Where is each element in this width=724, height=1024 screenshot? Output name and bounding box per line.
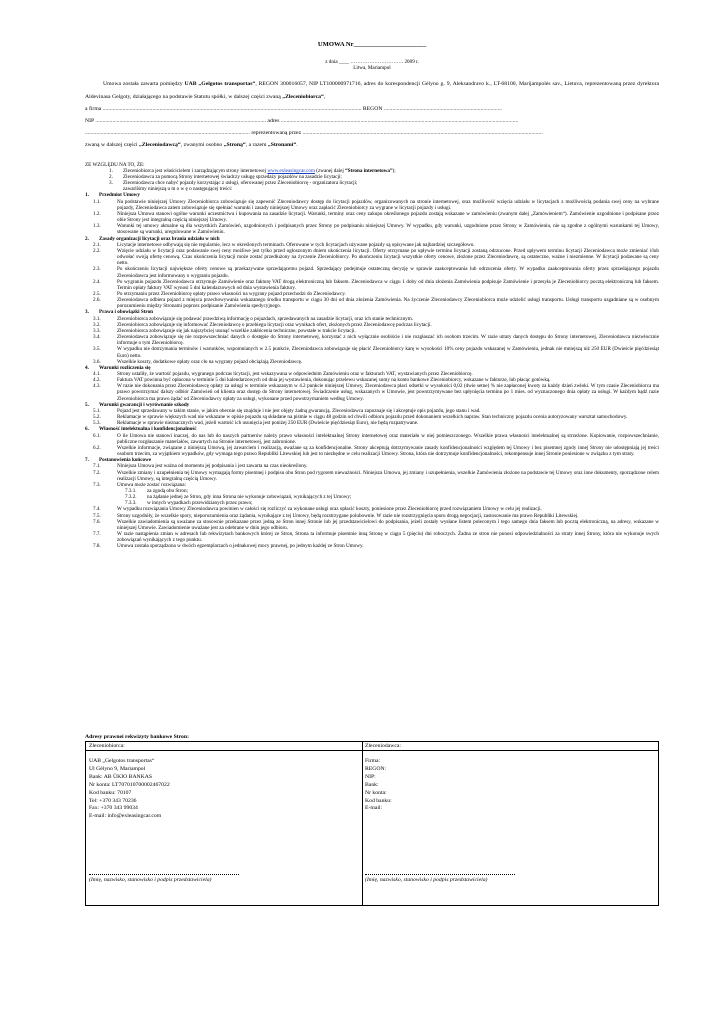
website-link[interactable]: www.exleasingcar.com	[267, 167, 315, 174]
clause	[85, 248, 659, 266]
right-col-head: Zleceniodawca:	[362, 742, 658, 751]
clause-text: Umowa może zostać rozwiązana:	[117, 481, 186, 488]
intro-paragraph	[85, 78, 659, 102]
clause-number: 2.3.	[93, 266, 101, 273]
clause-text: Wszelkie informacje, związane z niniejszą Umową, jej zawarciem i realizacją, uważane są za konfidencjonalne. Strony akceptują dotrzymywanie zasady konfidencjonalności względem tej Umowy i bez pisemnej zgody innej Strony nie udostępniają jej treści osobom trzecim, za wyjątkiem wypadków, gdy wymaga tego prawo Republiki Litewskiej lub jest to niezbędne w celu realizacji Umowy. Strona, która nie dotrzymuje konfidencjonalności, rekompensuje innej Stronie poniesione w związku z tym straty.	[117, 444, 659, 458]
section-title: Postanowienia końcowe	[99, 457, 152, 464]
clause-number: 6.1.	[93, 432, 101, 439]
clause-text: Reklamacje w sprawie nieznacznych wad, jeżeli wartość ich usunięcia jest poniżej 250 EUR (Dwieście pięćdziesiąt Euro), nie będą rozpatrywane.	[117, 420, 419, 427]
clause-number: 7.2.	[93, 469, 101, 476]
clause-number: 3.1.	[93, 315, 101, 322]
closing-text: , zwanymi osobno	[180, 142, 224, 149]
clause	[85, 531, 659, 543]
contract-title: UMOWA Nr______________________	[317, 41, 427, 48]
date-line: z dnia ____ …………………………. 2009 r.	[325, 59, 419, 66]
subclause-number: 7.3.1.	[125, 487, 137, 494]
clause-text: Po otrzymaniu przez Zleceniobiorcę opłaty prawo własności na wygrany pojazd przechodzi do Zleceniodawcy.	[117, 290, 346, 297]
subclause-number: 7.3.2.	[125, 494, 137, 501]
item-text-part: Zleceniobiorca jest właścicielem i zarządzającym strony internetowej	[123, 167, 268, 174]
nip-row: NIP ........................................................................................................................ adres .......................................................................................................................................................................	[85, 118, 519, 125]
clause	[85, 279, 659, 291]
clause-text: Faktura VAT powinna być opłacona w terminie 5 dni kalendarzowych od dnia jej wystawienia, dokonując przelewu wskazanej sumy na konto bankowe Zleceniobiorcy, wskazane w fakturze, lub płacąc gotówką.	[117, 377, 551, 384]
clause-number: 7.8.	[93, 543, 101, 550]
party1-name: UAB „Gelgotos transportas“	[184, 81, 256, 88]
adres-label: adres	[267, 118, 280, 125]
party-detail-line: NIP:	[365, 773, 376, 780]
clause	[85, 519, 659, 531]
party-detail-line: UAB „Gelgotos transportas“	[89, 758, 155, 764]
left-col-head: Zleceniobiorca:	[86, 742, 362, 751]
subclause-number: 7.3.3.	[125, 500, 137, 507]
regon-label: REGON	[362, 105, 383, 112]
whereas-heading: ZE WZGLĘDU NA TO, ŻE:	[85, 161, 145, 168]
clause-text: Zleceniobiorca zobowiązuje się jak najszybciej usunąć wszelkie zakłócenia techniczne, powstałe w trakcie licytacji.	[117, 327, 356, 334]
clause-number: 3.4.	[93, 334, 101, 341]
clause	[85, 346, 659, 358]
strona-term: „Stroną“	[223, 142, 246, 149]
clause-number: 1.1.	[93, 198, 101, 205]
item-text-part: );	[392, 167, 396, 174]
party-detail-line: Ul Gėlyno 9, Mariampol	[89, 765, 146, 772]
clause	[85, 334, 659, 346]
clause-text: O ile Umowa nie stanowi inaczej, do nas lub do naszych partnerów należy prawo własności intelektualnej Strony internetowej oraz materiału w niej pomieszczonego. Wszelkie prawa własności intelektualnej są strzeżone. Kopiowanie, rozpowszechnianie, publiczne rozgłaszanie materiałów, zawartych na Stronie internetowej, jest zabronione.	[117, 432, 659, 445]
signature-col-right	[362, 742, 658, 905]
clause-text: Wzięcie udziału w licytacji oraz podawanie swej ceny możliwe jest tylko przed ogłoszonym dniem ukończenia licytacji. Oferty otrzymane po upływie terminu licytacji zostaną odrzucone. Przed upływem terminu licytacji Zleceniodawca może zmieniać i/lub odwołać swoją ofertę cenową. Czas ukończenia licytacji może zostać przedłużony na życzenie Zleceniobiorcy. Po ukończeniu licytacji wszystkie oferty cenowe, złożone przez Zleceniodawcę, są ostateczne, ważne i niezmienne. W licytacji podawane są ceny netto.	[117, 247, 659, 267]
intro-text: , REGON 300016057, NIP LT100000971716, adres do korespondencji Gėlyno g. 9, Aleksandravo k., LT-68100, Marijampolės sav., Lietuva, reprezentowaną przez dyrektora Aldevinasa Gelgoty, działającego na podstawie Statutu spółki, w dalszej części zwaną	[85, 81, 660, 100]
section-number: 5.	[85, 401, 89, 408]
party-detail-line: Firma:	[365, 758, 381, 764]
left-col-body	[86, 751, 362, 821]
signature-line	[365, 874, 515, 875]
contract-sections	[85, 192, 659, 549]
clause-number: 5.2.	[93, 414, 101, 421]
clause-number: 7.1.	[93, 463, 101, 470]
section-title: Zasady organizacji licytacji oraz brania udziału w nich	[99, 235, 220, 242]
section-number: 6.	[85, 426, 89, 433]
party-detail-line: Bank: AB ŪKIO BANKAS	[89, 773, 153, 780]
place-line: Litwa, Mariampol	[353, 65, 391, 72]
clause	[85, 445, 659, 457]
signature-caption: (Imię, nazwisko, stanowisko i podpis przedstawiciela)	[365, 877, 488, 884]
section-title: Warunki gwarancji i wyrównanie szkody	[99, 401, 190, 408]
repr-label: reprezentowaną przez	[251, 130, 302, 137]
signature-heading: Adresy prawnei rekwizyty bankowe Stron:	[85, 734, 189, 740]
closing-text: .	[296, 142, 298, 149]
clause	[85, 543, 659, 549]
clause-text: W wypadku nie dotrzymania terminów i warunków, wspomnianych w 2.5 punkcie, Zleceniodawca zobowiązuje się płacić Zleceniobiorcy karę w wysokości 10% ceny pojazdu wskazanej w Zamówieniu, jednak nie mniejszą niż 250 EUR (Dwieście pięćdziesiąt Euro) netto.	[117, 346, 659, 359]
clause-number: 1.3.	[93, 223, 101, 230]
party-detail-line: Kod banku: 70107	[89, 789, 132, 796]
clause	[85, 211, 659, 223]
clause	[85, 223, 659, 235]
clause-number: 3.3.	[93, 327, 101, 334]
clause-text: Niniejsza Umowa jest ważna od momentu jej podpisania i jest zawarta na czas nieokreślony.	[117, 463, 308, 470]
clause-text: Reklamacje w sprawie większych wad nie wskazane w opisie pojazdu są składane na piśmie w ciągu 48 godzin od chwili odbioru pojazdu przed dokonaniem wszelkich napraw. Stan techniczny pojazdu ocenia autoryzowany warsztat samochodowy.	[117, 414, 628, 421]
clause-text: Wszelkie koszty, dodatkowe opłaty oraz cło na wygrany pojazd obciążają Zleceniodawcę.	[117, 358, 303, 365]
clause-text: Umowa została sporządzona w dwóch egzemplarzach o jednakowej mocy prawnej, po jednym każdej ze Stron Umowy.	[117, 543, 364, 550]
clause-text: Zleceniodawca odbiera pojazd z miejsca przechowywania wskazanego środku transportu w ciągu 30 dni od dnia złożenia Zamówienia. Na życzenie Zleceniodawcy Zleceniobiorca może udzielić usługi transportu. Usługi transportu uzgadniane są w osobnym porozumieniu między Stronami poprzez podpisanie Zamówienia spedycyjnego.	[117, 297, 659, 310]
clause	[85, 433, 659, 445]
clause-text: Wszelkie zawiadomienia są uważane za stosownie przekazane przez jedną ze Stron innej Stronie lub jej przedstawicielowi do podpisania, jeżeli zostały wysłane listem poleconym i tego samego dnia faksem lub pocztą elektroniczną, na adresy, wskazane w niniejszej Umowie. Zawiadomienie uważane jest za odebrane w dniu jego odbioru.	[117, 518, 659, 531]
clause-text: Pojazd jest sprzedawany w takim stanie, w jakim obecnie się znajduje i nie jest objęty żadną gwarancją. Zleceniodawca zapoznaje się i akceptuje opis pojazdu, jego stanu i wad.	[117, 407, 481, 414]
clause-number: 2.5.	[93, 290, 101, 297]
clause-number: 2.1.	[93, 241, 101, 248]
firma-label: a firma	[85, 105, 102, 112]
signature-col-left	[86, 742, 363, 905]
clause	[85, 470, 659, 482]
nip-label: NIP	[85, 118, 94, 125]
closing-row	[85, 139, 659, 151]
section-title: Przedmiot Umowy	[99, 192, 140, 199]
clause-number: 3.2.	[93, 321, 101, 328]
section-number: 7.	[85, 457, 89, 464]
clause-text: W razie nastąpienia zmian w adresach lub rekwizytach bankowych której ze Stron, Strona ta informuje pisemnie inną Stronę w ciągu 5 (pięciu) dni roboczych. Żadna ze stron nie ponosi odpowiedzialności za straty innej Strony, która nie wykonuje swych zobowiązań wynikających z tego punktu.	[117, 531, 659, 544]
whereas-tail: zawarliśmy niniejszą u m o w ę o następującej treści:	[123, 186, 233, 193]
repr-row: .................................................................................................................... reprezentowaną przez .........................................................................................................................................................................	[85, 130, 543, 137]
section-number: 1.	[85, 192, 89, 199]
zleceniodawca-term: „Zleceniodawcą“	[139, 142, 181, 149]
clause-number: 7.6.	[93, 518, 101, 525]
party-detail-line: Fax: +370 343 99034	[89, 805, 138, 812]
closing-text: zwaną w dalszej części	[85, 142, 140, 149]
section-title: Własność intelektualna i konfidencjonalność	[99, 426, 197, 433]
clause-text: Zleceniodawca zobowiązuje się nie rozpowszechniać danych o dostępie do Strony internetowej, korzystać z nich wyłącznie osobiście i nie rozgłaszać ich osobom trzecim. W razie utraty danych dostępu do Strony internetowej, Zleceniodawca niezwłocznie informuje o tym Zleceniobiorcę.	[117, 334, 659, 347]
clause-number: 7.7.	[93, 531, 101, 538]
section-title: Warunki rozliczenia się	[99, 364, 151, 371]
clause	[85, 359, 659, 365]
section-title: Prawa i obowiązki Stron	[99, 309, 154, 316]
intro-text: ,	[323, 93, 326, 100]
clause-number: 2.2.	[93, 247, 101, 254]
clause-number: 1.2.	[93, 210, 101, 217]
clause-number: 7.5.	[93, 512, 101, 519]
clause-number: 7.4.	[93, 506, 101, 513]
clause-number: 7.3.	[93, 481, 101, 488]
clause-number: 2.6.	[93, 297, 101, 304]
party-detail-line: Bank:	[365, 781, 379, 788]
clause-text: Licytacje internetowe odbywają się nie regularnie, lecz w określonych terminach. Oferowane w tych licytacjach używane pojazdy są opisywane jak najbardziej szczegółowo.	[117, 241, 475, 248]
clause-text: Strony uzgodniły, że wszelkie spory, nieporozumienia oraz żądania, wynikające z tej Umowy, będą rozstrzygane polubownie. W razie nie rozstrzygnięcia sporu drogą negocjacji, zastosowanie ma prawo Republiki Litewskiej.	[117, 512, 579, 519]
clause	[85, 383, 659, 401]
zleceniobiorca-term: „Zleceniobiorca“	[282, 93, 324, 100]
clause-number: 3.5.	[93, 346, 101, 353]
item-text-part: Zleceniodawca za pomocą Strony internetowej świadczy usługę sprzedaży pojazdów na zasadzie licytacji;	[123, 174, 342, 180]
party-detail-line: REGON:	[365, 765, 387, 772]
item-text-part: Zleceniodawca chce nabyć pojazdy korzystając z usługi, oferowanej przez Zleceniobiorcę - organizatora licytacji;	[123, 180, 358, 187]
clause-number: 4.3.	[93, 383, 101, 390]
item-text-part: (zwanej dalej	[314, 167, 346, 174]
party-detail-line: Kod banku:	[365, 797, 392, 804]
section-number: 3.	[85, 309, 89, 316]
clause-number: 4.2.	[93, 377, 101, 384]
clause-number: 5.3.	[93, 420, 101, 427]
item-number: 2.	[109, 174, 113, 180]
subclause-text: w innych wypadkach przewidzianych przez prawo;	[147, 500, 253, 507]
clause-number: 2.4.	[93, 278, 101, 285]
clause	[85, 297, 659, 309]
right-col-body	[362, 751, 658, 813]
party-detail-line: Nr konta:	[365, 789, 387, 796]
item-bold-term: “Strona internetowa”	[345, 167, 393, 174]
clause-number: 5.1.	[93, 407, 101, 414]
party-detail-line: Nr konta: LT707010700002467022	[89, 781, 170, 788]
clause-text: Niniejsza Umowa stanowi ogólne warunki uczestnictwa i kupowania na zasadzie licytacji. Warunki, terminy oraz ceny zakupu określonego pojazdu zostają wskazane w zamówieniu (zwanym dalej „Zamówieniem“). Zamówienie uzgodnione i podpisane przez obie Strony jest integralną częścią niniejszej Umowy.	[117, 210, 659, 224]
clause	[85, 266, 659, 278]
clause-text: Po ukończeniu licytacji największe oferty cenowe są przekazywane sprzedającemu pojazd. Sprzedający podejmuje ostateczną decyzję w sprawie zaakceptowania lub odrzucenia oferty. W wypadku zaakceptowania oferty przez sprzedającego pojazdu Zleceniodawca jest informowany o wygraniu pojazdu.	[117, 266, 659, 279]
clause-text: Strony ustaliły, że wartość pojazdu, wygranego podczas licytacji, jest wskazywana w odpowiednim Zamówieniu oraz w fakturach VAT, wystawianych przez Zleceniobiorcę.	[117, 371, 473, 377]
party-detail-line: E-mail: info@exleasingcar.com	[89, 813, 162, 820]
clause-text: Warunki tej umowy aktualne są dla wszystkich Zamówień, uzgodnionych i podpisanych przez Strony po podpisaniu niniejszej Umowy. W wypadku, gdy warunki, uzgodnione przez Strony w Zamówieniu, nie są zgodne z ogólnymi warunkami tej Umowy, stosowane są warunki, uregulowane w Zamówieniu.	[117, 223, 659, 236]
clause-text: Zleceniobiorca zobowiązuje się podawać prawdziwą informację o pojazdach, sprzedawanych na zasadzie licytacji, oraz ich stanie technicznym.	[117, 315, 414, 322]
signature-line	[89, 874, 239, 875]
intro-text: Umowa została zawarta pomiędzy	[103, 81, 185, 88]
signature-caption: (Imię, nazwisko, stanowisko i podpis przedstawiciela)	[89, 877, 212, 884]
clause	[85, 199, 659, 211]
whereas-list	[109, 168, 659, 186]
firma-row: a firma ...................................................................................................................................................................................... REGON ...................................................................................	[85, 105, 502, 112]
party-detail-line: Tel: +370 343 70236	[89, 797, 137, 804]
clause-number: 3.6.	[93, 358, 101, 365]
closing-text: , a razem	[245, 142, 268, 149]
contract-document	[85, 40, 659, 550]
signature-table	[85, 741, 659, 906]
subclause-text: na żądanie jednej ze Stron, gdy inna Strona nie wykonuje zobowiązań, wynikających z tej Umowy;	[147, 494, 352, 501]
clause-text: W wypadku rozwiązania Umowy Zleceniodawca powinien w całości się rozliczyć za wykonane usługi oraz opłacić koszty, poniesione przez Zleceniobiorcę przed rozwiązaniem Umowy w celu jej realizacji.	[117, 506, 542, 513]
item-number: 3.	[109, 180, 113, 187]
clause-number: 4.1.	[93, 371, 101, 377]
clause-number: 6.2.	[93, 444, 101, 451]
clause-text: Po wygraniu pojazdu Zleceniodawca otrzymuje Zamówienie oraz fakturę VAT drogą elektroniczną lub faksem. Zleceniodawca w ciągu 1 doby od dnia złożenia Zamówienia podpisuje Zamówienie i przesyła je Zleceniobiorcy pocztą elektroniczną lub faksem. Termin opłaty faktury VAT wynosi 5 dni kalendarzowych od dnia wystawienia faktury.	[117, 278, 659, 291]
subclause-text: za zgodą obu Stron;	[147, 487, 188, 494]
clause-text: Na podstawie niniejszej Umowy Zleceniobiorca zobowiązuje się zapewnić Zleceniodawcy dostęp do licytacji pojazdów, organizowanych na stronie internetowej, oraz możliwość wzięcia udziału w licytacjach z możliwością podania swej ceny na wybrane pojazdy, Zleceniodawca zatem zobowiązuje się spełniać warunki i zasady niniejszej Umowy oraz zapłacić Zleceniobiorcy za wygrane w licytacji pojazdy i usługi.	[117, 198, 659, 211]
section-number: 2.	[85, 235, 89, 242]
clause-text: W razie nie dokonania przez Zleceniodawcę opłaty za usługi w terminie wskazanym w 4.2 punkcie niniejszej Umowy, Zleceniodawca płaci odsetki w wysokości 0,02 (dwie setne) % nie zapłaconej kwoty za każdy dzień zwłoki. W tym czasie Zleceniobiorca ma prawo powstrzymać dalszy odbiór Zamówień od klienta oraz dostęp do Strony internetowej. Świadczenie usług, wskazanych w Umowie, jest powstrzymywane bez upłynięcia terminu po 1 mies. od wyznaczonego dnia opłaty za usługi. W każdym bądź razie Zleceniobiorca ma prawo żądać od Zleceniodawcy opłaty za usługi, wykonane przed powstrzymaniem według Umowy.	[117, 383, 659, 402]
party-detail-line: E-mail:	[365, 805, 383, 812]
stronami-term: „Stronami“	[267, 142, 297, 149]
clause-text: Zleceniobiorca zobowiązuje się informować Zleceniodawcę o przebiegu licytacji oraz wynikach ofert, złożonych przez Zleceniodawcę podczas licytacji.	[117, 321, 432, 328]
section-number: 4.	[85, 364, 89, 371]
clause-text: Wszelkie zmiany i uzupełnienia tej Umowy wymagają formy pisemnej i podpisu obu Stron pod rygorem nieważności. Niniejsza Umowa, jej zmiany i uzupełnienia, wszelkie Zamówienia złożone na podstawie tej Umowy oraz inne dokumenty, sporządzone celem realizacji Umowy, są integralną częścią Umowy.	[117, 469, 659, 482]
item-number: 1.	[109, 167, 113, 174]
